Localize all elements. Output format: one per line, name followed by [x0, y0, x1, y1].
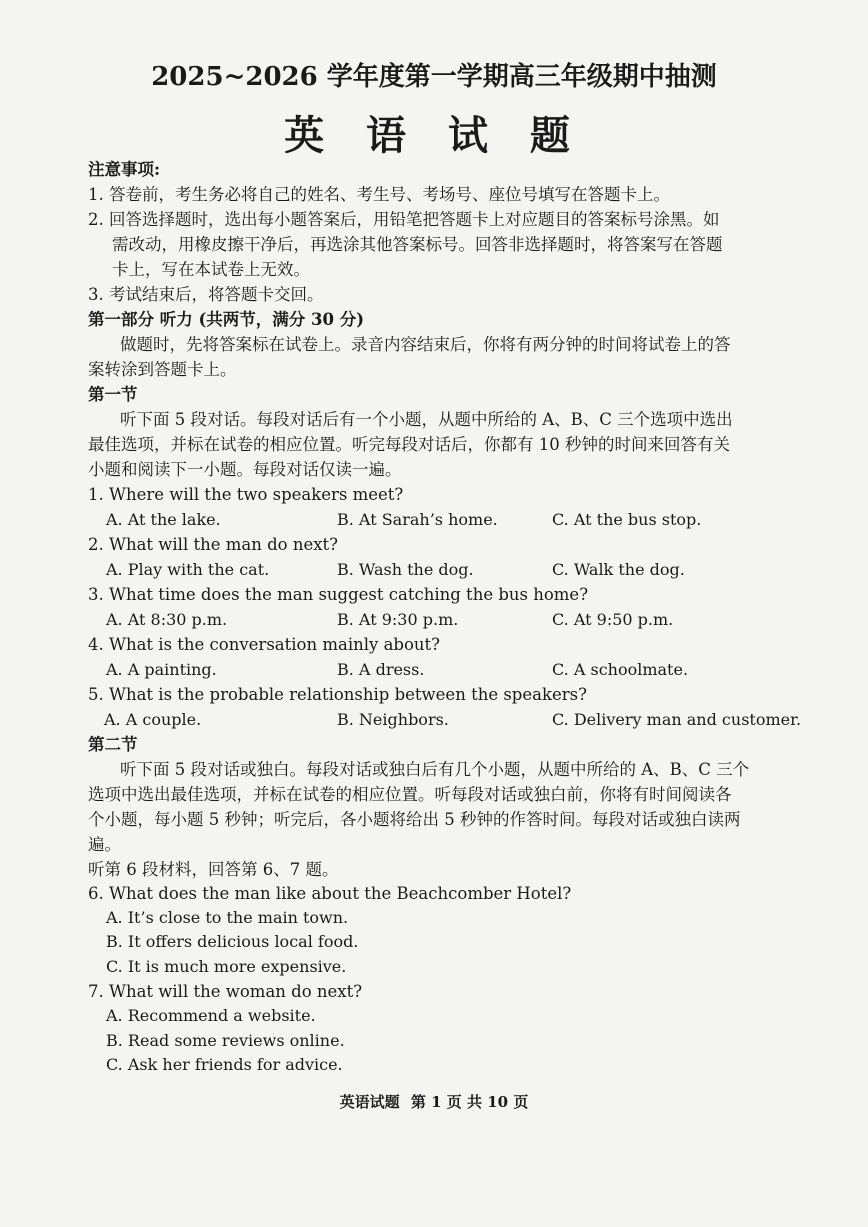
section2-intro: 选项中选出最佳选项，并标在试卷的相应位置。听每段对话或独白前，你将有时间阅读各: [88, 785, 732, 804]
section1-intro: 听下面 5 段对话。每段对话后有一个小题，从题中所给的 A、B、C 三个选项中选出: [120, 410, 733, 429]
section2-intro: 个小题，每小题 5 秒钟；听完后，各小题将给出 5 秒钟的作答时间。每段对话或独白读两: [88, 810, 741, 829]
option-a: A. At the lake.: [106, 510, 221, 529]
question: 5. What is the probable relationship between the speakers?: [88, 685, 587, 704]
option-b: B. Neighbors.: [337, 710, 449, 729]
notice-item: 2. 回答选择题时，选出每小题答案后，用铅笔把答题卡上对应题目的答案标号涂黑。如: [88, 210, 720, 229]
option-c: C. A schoolmate.: [552, 660, 689, 679]
exam-title: 英 语 试 题: [284, 112, 584, 159]
material-instruction: 听第 6 段材料，回答第 6、7 题。: [88, 860, 339, 879]
section2-intro: 遍。: [88, 835, 121, 854]
option-b: B. Read some reviews online.: [106, 1031, 345, 1050]
question: 1. Where will the two speakers meet?: [88, 485, 404, 504]
question: 2. What will the man do next?: [88, 535, 339, 554]
notice-item: 3. 考试结束后，将答题卡交回。: [88, 285, 324, 304]
option-c: C. Walk the dog.: [552, 560, 685, 579]
notice-item: 1. 答卷前，考生务必将自己的姓名、考生号、考场号、座位号填写在答题卡上。: [88, 185, 670, 204]
section2-intro: 听下面 5 段对话或独白。每段对话或独白后有几个小题，从题中所给的 A、B、C 三个: [120, 760, 750, 779]
option-a: A. At 8:30 p.m.: [106, 610, 228, 629]
option-a: A. Play with the cat.: [106, 560, 270, 579]
option-b: B. Wash the dog.: [337, 560, 474, 579]
option-b: B. At Sarah’s home.: [337, 510, 498, 529]
option-c: C. At the bus stop.: [552, 510, 702, 529]
section1-intro: 最佳选项，并标在试卷的相应位置。听完每段对话后，你都有 10 秒钟的时间来回答有关: [88, 435, 730, 454]
footer-page-number: 第 1 页 共 10 页: [410, 1093, 529, 1111]
option-c: C. Delivery man and customer.: [552, 710, 802, 729]
option-b: B. A dress.: [337, 660, 425, 679]
option-a: A. Recommend a website.: [106, 1006, 316, 1025]
exam-subtitle: 2025~2026 学年度第一学期高三年级期中抽测: [151, 62, 717, 92]
question: 6. What does the man like about the Beachcomber Hotel?: [88, 884, 572, 903]
section1-intro: 小题和阅读下一小题。每段对话仅读一遍。: [88, 460, 402, 479]
option-b: B. It offers delicious local food.: [106, 932, 359, 951]
option-a: A. A couple.: [104, 710, 202, 729]
option-c: C. It is much more expensive.: [106, 957, 347, 976]
question: 3. What time does the man suggest catching the bus home?: [88, 585, 589, 604]
option-a: A. A painting.: [106, 660, 217, 679]
part1-heading: 第一部分 听力 (共两节，满分 30 分): [88, 310, 365, 329]
question: 7. What will the woman do next?: [88, 982, 363, 1001]
section1-heading: 第一节: [88, 385, 138, 404]
footer-subject: 英语试题: [339, 1093, 400, 1111]
question: 4. What is the conversation mainly about?: [88, 635, 441, 654]
page-footer: [0, 1091, 868, 1112]
section2-heading: 第二节: [88, 735, 138, 754]
part1-intro: 做题时，先将答案标在试卷上。录音内容结束后，你将有两分钟的时间将试卷上的答: [120, 335, 731, 354]
notice-heading: 注意事项:: [88, 160, 161, 179]
option-a: A. It’s close to the main town.: [106, 908, 349, 927]
option-c: C. At 9:50 p.m.: [552, 610, 674, 629]
notice-item-continued: 卡上，写在本试卷上无效。: [112, 260, 310, 279]
option-b: B. At 9:30 p.m.: [337, 610, 459, 629]
part1-intro: 案转涂到答题卡上。: [88, 360, 237, 379]
option-c: C. Ask her friends for advice.: [106, 1055, 343, 1074]
notice-item-continued: 需改动，用橡皮擦干净后，再选涂其他答案标号。回答非选择题时，将答案写在答题: [112, 235, 723, 254]
